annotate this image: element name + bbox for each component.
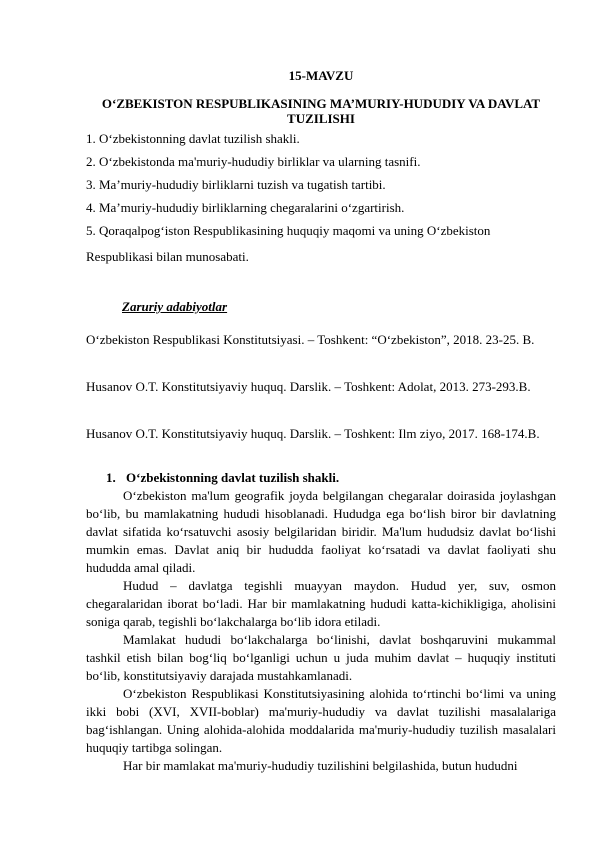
plan-item: 4. Ma’muriy-hududiy birliklarning chegaralarini o‘zgartirish.	[86, 200, 405, 215]
paragraph: Hudud – davlatga tegishli muayyan maydon. Hudud yer, suv, osmon chegaralaridan iborat bo‘ladi. Har bir mamlakatning hududi katta-kichikligiga, aholisini soniga qarab, tegishli bo‘lakchalarga bo‘lib idora etiladi.	[86, 578, 556, 629]
section-title: O‘zbekistonning davlat tuzilish shakli.	[126, 470, 340, 485]
topic-label: 15-MAVZU	[288, 68, 354, 83]
topic-title: O‘ZBEKISTON RESPUBLIKASINING MA’MURIY-HUDUDIY VA DAVLAT TUZILISHI	[101, 96, 541, 126]
paragraph: Har bir mamlakat ma'muriy-hududiy tuzilishini belgilashida, butun hududni	[123, 758, 518, 773]
references-title: Zaruriy adabiyotlar	[122, 299, 228, 314]
reference-item: Husanov O.T. Konstitutsiyaviy huquq. Darslik. – Toshkent: Adolat, 2013. 273-293.B.	[86, 379, 531, 394]
section-number: 1.	[106, 470, 116, 485]
reference-item: Husanov O.T. Konstitutsiyaviy huquq. Darslik. – Toshkent: Ilm ziyo, 2017. 168-174.B.	[86, 426, 540, 441]
plan-item: Respublikasi bilan munosabati.	[86, 249, 249, 264]
section-heading	[106, 470, 339, 486]
paragraph: O‘zbekiston ma'lum geografik joyda belgilangan chegaralar doirasida joylashgan bo‘lib, bu mamlakatning hududi hisoblanadi. Hududga ega bo‘lish biror bir davlatning davlat sifatida ko‘rsatuvchi asosiy belgilaridan biridir. Ma'lum hududsiz davlat bo‘lishi mumkin emas. Davlat aniq bir hududda faoliyat ko‘rsatadi va davlat faoliyati shu hududda amal qiladi.	[86, 488, 556, 575]
plan-item: 1. O‘zbekistonning davlat tuzilish shakli.	[86, 131, 300, 146]
plan-item: 5. Qoraqalpog‘iston Respublikasining huquqiy maqomi va uning O‘zbekiston	[86, 223, 491, 238]
paragraph: O‘zbekiston Respublikasi Konstitutsiyasining alohida to‘rtinchi bo‘limi va uning ikki bobi (XVI, XVII-boblar) ma'muriy-hududiy va davlat tuzilishi masalalariga bag‘ishlangan. Uning alohida-alohida moddalarida ma'muriy-hududiy tuzilish masalalari huquqiy tartibga solingan.	[86, 686, 556, 755]
paragraph: Mamlakat hududi bo‘lakchalarga bo‘linishi, davlat boshqaruvini mukammal tashkil etish bilan bog‘liq bo‘lganligi uchun u juda muhim davlat – huquqiy instituti bo‘lib, konstitutsiyaviy darajada mustahkamlanadi.	[86, 632, 556, 683]
plan-item: 2. O‘zbekistonda ma'muriy-hududiy birliklar va ularning tasnifi.	[86, 154, 421, 169]
plan-item: 3. Ma’muriy-hududiy birliklarni tuzish va tugatish tartibi.	[86, 177, 386, 192]
reference-item: O‘zbekiston Respublikasi Konstitutsiyasi. – Toshkent: “O‘zbekiston”, 2018. 23-25. B.	[86, 332, 535, 347]
body-text	[86, 487, 556, 775]
